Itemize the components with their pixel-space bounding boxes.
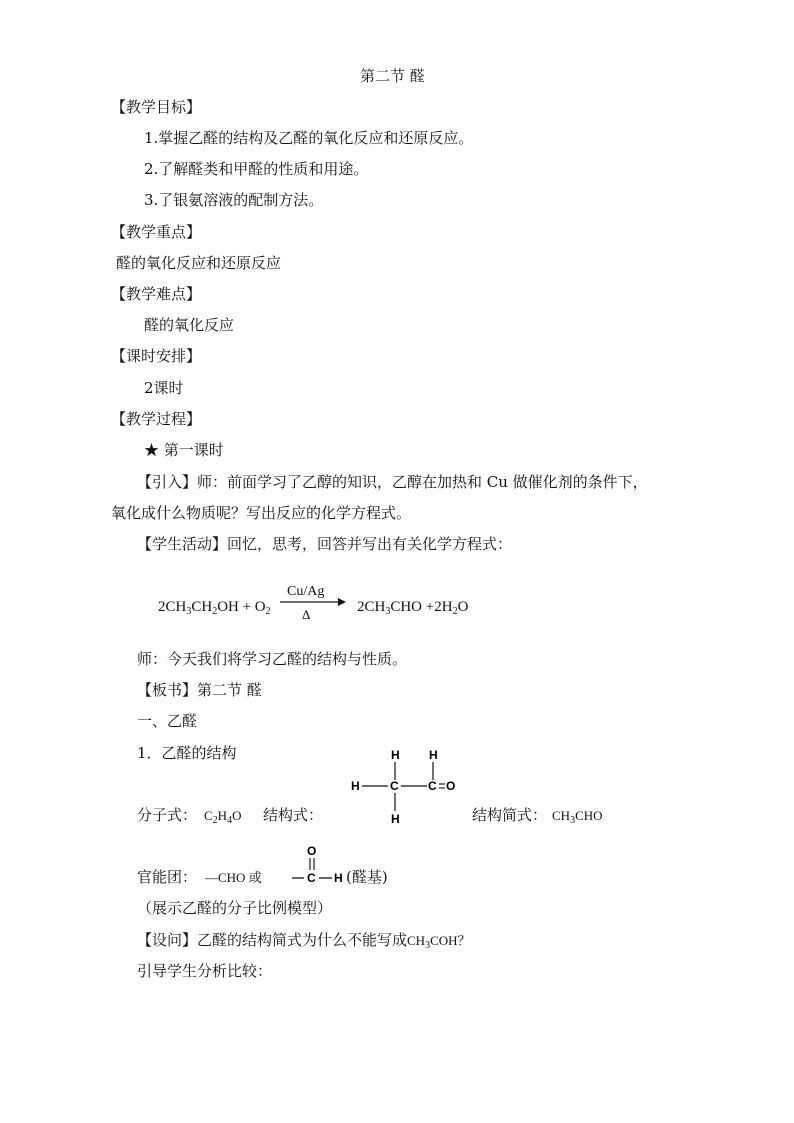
section-acetaldehyde: 一、乙醛 xyxy=(137,712,198,730)
aldehyde-group-name: (醛基) xyxy=(346,868,388,886)
key-points-text: 醛的氧化反应和还原反应 xyxy=(116,254,282,272)
functional-group-text: —CHO 或 xyxy=(205,870,262,885)
atom-h-left: H xyxy=(351,779,360,793)
lesson-one-label: ★ 第一课时 xyxy=(144,441,224,459)
question-formula: $CH_3COH$？ xyxy=(407,933,471,951)
reaction-condition: Δ xyxy=(302,607,311,622)
objectives-heading: 【教学目标】 xyxy=(111,98,202,116)
atom-c-carbonyl: C xyxy=(428,779,437,793)
schedule-heading: 【课时安排】 xyxy=(111,347,202,365)
objective-item-2: 2.了解醛类和甲醛的性质和用途。 xyxy=(144,160,369,178)
atom-o-carbonyl-wrap xyxy=(445,778,459,794)
intro-line-1: 【引入】师：前面学习了乙醇的知识，乙醇在加热和 Cu 做催化剂的条件下， xyxy=(137,473,648,491)
key-points-heading: 【教学重点】 xyxy=(111,223,202,241)
atom-c-methyl: C xyxy=(390,779,399,793)
molecular-formula: $C_2H_4O$ xyxy=(204,808,242,826)
objective-item-3: 3.了银氨溶液的配制方法。 xyxy=(144,191,324,209)
structural-formula-label: 结构式： xyxy=(263,806,324,824)
atom-h-bottom: H xyxy=(391,812,400,826)
model-note: （展示乙醛的分子比例模型） xyxy=(137,899,333,917)
difficulties-text: 醛的氧化反应 xyxy=(144,316,235,334)
teacher-line: 师：今天我们将学习乙醛的结构与性质。 xyxy=(137,650,408,668)
objective-item-1: 1.掌握乙醛的结构及乙醛的氧化反应和还原反应。 xyxy=(144,129,474,147)
functional-group-label: 官能团： xyxy=(137,868,198,886)
atom-h-top-right: H xyxy=(429,748,438,762)
simple-structural-label: 结构简式： xyxy=(472,806,548,824)
subsection-structure: 1．乙醛的结构 xyxy=(137,744,237,762)
acetaldehyde-structure xyxy=(348,745,448,827)
question-line: 【设问】乙醛的结构简式为什么不能写成$CH_3COH$？ xyxy=(137,931,471,951)
aldehyde-atom-o: O xyxy=(307,844,317,858)
intro-line-2: 氧化成什么物质呢？写出反应的化学方程式。 xyxy=(111,504,412,522)
atom-h-top-left: H xyxy=(391,748,400,762)
molecular-formula-label: 分子式： xyxy=(137,806,198,824)
board-line: 【板书】第二节 醛 xyxy=(137,681,262,699)
reaction-products: $2CH_3CHO +2H_2O$ xyxy=(357,599,469,617)
atom-o-carbonyl: O xyxy=(446,779,456,793)
page-title: 第二节 醛 xyxy=(360,67,425,85)
student-activity: 【学生活动】回忆，思考，回答并写出有关化学方程式： xyxy=(137,535,513,553)
guide-line: 引导学生分析比较： xyxy=(137,962,273,980)
process-heading: 【教学过程】 xyxy=(111,410,202,428)
reaction-arrow xyxy=(278,598,348,608)
schedule-text: 2课时 xyxy=(144,379,184,397)
reaction-catalyst: Cu/Ag xyxy=(287,584,325,599)
aldehyde-group-structure xyxy=(288,842,348,888)
reaction-reactants: $2CH_3CH_2OH + O_2$ xyxy=(158,599,271,617)
aldehyde-atom-h: H xyxy=(334,871,343,885)
difficulties-heading: 【教学难点】 xyxy=(111,285,202,303)
aldehyde-atom-c: C xyxy=(307,871,316,885)
simple-structural-formula: $CH_3CHO$ xyxy=(552,808,603,826)
